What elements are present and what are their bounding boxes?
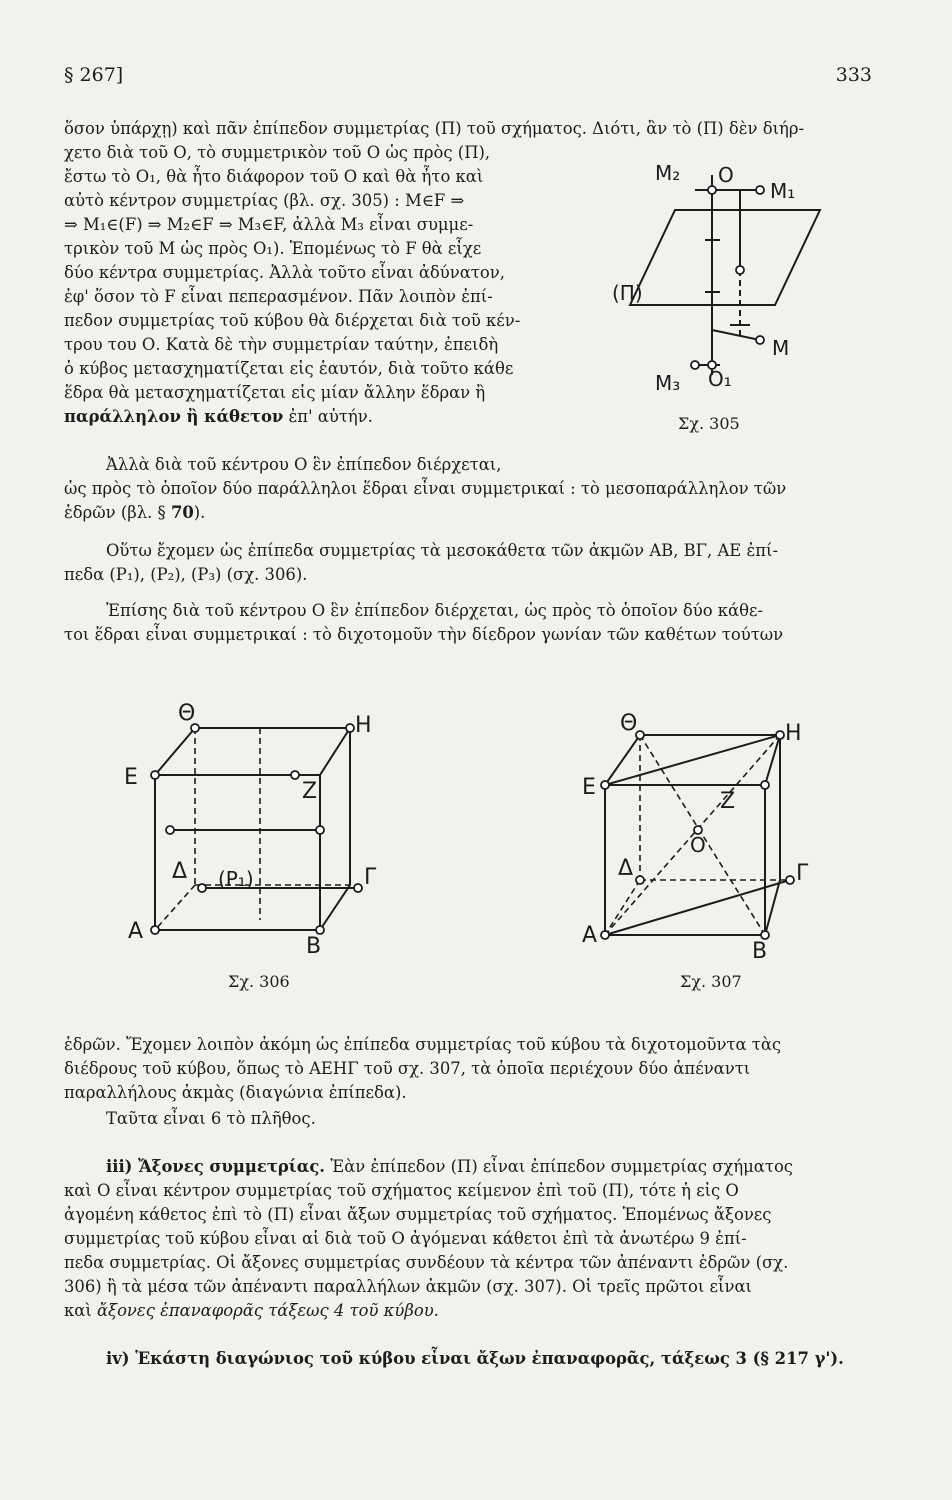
text-line: ⇒ Μ₁∈(F) ⇒ Μ₂∈F ⇒ Μ₃∈F, ἀλλὰ Μ₃ εἶναι συμμε- [64,215,474,234]
text-line: ἐφ' ὅσον τὸ F εἶναι πεπερασμένον. Πᾶν λοιπὸν ἐπί- [64,287,493,306]
label-e: E [124,765,138,790]
text-span: ἐπ' αὐτήν. [288,407,373,426]
cube-right-edges [765,735,780,935]
text-line [106,1156,793,1178]
text-line: ἕδρα θὰ μετασχηματίζεται εἰς μίαν ἄλλην ἕδραν ἢ [64,383,486,402]
section-ref-bold: 70 [170,503,194,522]
italic-phrase: ἄξονες ἐπαναφορᾶς τάξεως 4 τοῦ κύβου. [96,1301,439,1320]
text-line: πεδον συμμετρίας τοῦ κύβου θὰ διέρχεται διὰ τοῦ κέν- [64,311,521,330]
text-line: πεδα (Ρ₁), (Ρ₂), (Ρ₃) (σχ. 306). [64,565,308,584]
figure-caption: Σχ. 306 [228,972,290,991]
label-theta: Θ [178,701,196,726]
text-line: ἔστω τὸ Ο₁, θὰ ἦτο διάφορον τοῦ Ο καὶ θὰ ἦτο καὶ [64,167,484,186]
vertex-b [316,926,324,934]
hidden-edge [155,885,195,930]
label-theta: Θ [620,711,638,736]
label-m: M [772,336,790,360]
label-o: O [718,163,734,187]
diagonal-a-gamma [605,880,790,935]
vertex-z [761,781,769,789]
figure-305 [600,150,840,410]
vertex-a [151,926,159,934]
label-z: Z [302,779,318,804]
text-line: Ἐπίσης διὰ τοῦ κέντρου Ο ἓν ἐπίπεδον διέρχεται, ὡς πρὸς τὸ ὁποῖον δύο κάθε- [106,601,763,620]
label-delta: Δ [618,856,634,881]
text-span: ). [193,503,206,522]
label-delta: Δ [172,859,188,884]
text-line: συμμετρίας τοῦ κύβου εἶναι αἱ διὰ τοῦ Ο ἀγόμεναι κάθετοι ἐπὶ τὰ ἀνωτέρω 9 ἐπί- [64,1229,747,1248]
text-line: Ἀλλὰ διὰ τοῦ κέντρου Ο ἓν ἐπίπεδον διέρχεται, [106,455,502,474]
label-gamma: Γ [796,861,809,886]
text-span: ἑδρῶν (βλ. § [64,503,166,522]
point [166,826,174,834]
vertex-z [291,771,299,779]
text-line [64,502,205,524]
vertex-h [346,724,354,732]
label-gamma: Γ [364,865,377,890]
vertex-e [151,771,159,779]
subsection-heading: iv) Ἑκάστη διαγώνιος τοῦ κύβου εἶναι ἄξων ἐπαναφορᾶς, τάξεως 3 (§ 217 γ'). [106,1349,844,1368]
point-o [708,186,716,194]
label-o: O [690,833,706,857]
text-line [64,1300,439,1322]
label-pi: (Π) [612,281,643,305]
text-line: πεδα συμμετρίας. Οἱ ἄξονες συμμετρίας συνδέουν τὰ κέντρα τῶν ἀπέναντι ἑδρῶν (σχ. [64,1253,789,1272]
text-line: διέδρους τοῦ κύβου, ὅπως τὸ ΑΕΗΓ τοῦ σχ. 307, τὰ ὁποῖα περιέχουν δύο ἀπέναντι [64,1059,751,1078]
point [736,266,744,274]
text-line: τρου του Ο. Κατὰ δὲ τὴν συμμετρίαν ταύτην, ἐπειδὴ [64,335,499,354]
label-a: A [128,919,144,944]
vertex-h [776,731,784,739]
text-span: Ἐὰν ἐπίπεδον (Π) εἶναι ἐπίπεδον συμμετρίας σχήματος [330,1157,793,1176]
vertex-delta [636,876,644,884]
point-m1 [756,186,764,194]
vertex-b [761,931,769,939]
subsection-heading: iii) Ἄξονες συμμετρίας. [106,1157,326,1176]
page-number: 333 [835,64,872,86]
section-reference: § 267] [64,64,124,86]
figure-caption: Σχ. 305 [678,414,740,433]
vertex-gamma [354,884,362,892]
text-line: Οὕτω ἔχομεν ὡς ἐπίπεδα συμμετρίας τὰ μεσοκάθετα τῶν ἀκμῶν ΑΒ, ΒΓ, ΑΕ ἐπί- [106,541,779,560]
text-line: χετο διὰ τοῦ Ο, τὸ συμμετρικὸν τοῦ Ο ὡς πρὸς (Π), [64,143,491,162]
label-b: B [752,939,768,960]
text-line: τοι ἕδραι εἶναι συμμετρικαί : τὸ διχοτομοῦν τὴν δίεδρον γωνίαν τῶν καθέτων τούτων [64,625,784,644]
label-e: E [582,775,596,800]
text-line: ὁ κύβος μετασχηματίζεται εἰς ἑαυτόν, διὰ τοῦτο κάθε [64,359,514,378]
label-o1: O₁ [708,367,732,391]
text-line: Ταῦτα εἶναι 6 τὸ πλῆθος. [106,1109,316,1128]
label-z: Z [720,789,736,814]
segment-m [712,330,760,340]
figure-307 [580,710,840,960]
page-header [64,64,872,92]
text-line [64,406,373,428]
vertex-gamma [786,876,794,884]
text-span: καὶ [64,1301,92,1320]
cube-top-edges [155,728,350,775]
point-m [756,336,764,344]
plane-pi [630,210,820,305]
text-line: ὡς πρὸς τὸ ὁποῖον δύο παράλληλοι ἕδραι εἶναι συμμετρικαί : τὸ μεσοπαράλληλον τῶν [64,479,787,498]
text-line: δύο κέντρα συμμετρίας. Ἀλλὰ τοῦτο εἶναι ἀδύνατον, [64,263,505,282]
vertex-e [601,781,609,789]
label-p1: (P₁) [218,867,254,891]
vertex-delta [198,884,206,892]
label-m3: M₃ [655,371,681,395]
text-line: ὅσον ὑπάρχῃ) καὶ πᾶν ἐπίπεδον συμμετρίας (Π) τοῦ σχήματος. Διότι, ἂν τὸ (Π) δὲν διήρ- [64,119,805,138]
label-h: H [785,721,802,746]
label-h: H [355,713,372,738]
figure-306 [110,700,390,960]
label-m2: M₂ [655,161,681,185]
vertex-a [601,931,609,939]
text-line: ἑδρῶν. Ἔχομεν λοιπὸν ἀκόμη ὡς ἐπίπεδα συμμετρίας τοῦ κύβου τὰ διχοτομοῦντα τὰς [64,1035,782,1054]
label-b: B [306,934,322,959]
cube-front-face [155,775,320,930]
text-line: τρικὸν τοῦ Μ ὡς πρὸς Ο₁). Ἑπομένως τὸ F θὰ εἶχε [64,239,482,258]
text-line: παραλλήλους ἀκμὰς (διαγώνια ἐπίπεδα). [64,1083,407,1102]
figure-caption: Σχ. 307 [680,972,742,991]
text-line: καὶ Ο εἶναι κέντρον συμμετρίας τοῦ σχήματος κείμενον ἐπὶ τοῦ (Π), τότε ἡ εἰς Ο [64,1181,739,1200]
text-line: ἀγομένη κάθετος ἐπὶ τὸ (Π) εἶναι ἄξων συμμετρίας τοῦ σχήματος. Ἑπομένως ἄξονες [64,1205,772,1224]
text-line: αὐτὸ κέντρον συμμετρίας (βλ. σχ. 305) : Μ∈F ⇒ [64,191,465,210]
diagonal-e-h [605,735,780,785]
label-m1: M₁ [770,179,796,203]
point-m3 [691,361,699,369]
bold-phrase: παράλληλον ἢ κάθετον [64,407,284,426]
text-line: 306) ἢ τὰ μέσα τῶν ἀπέναντι παραλλήλων ἀκμῶν (σχ. 307). Οἱ τρεῖς πρῶτοι εἶναι [64,1277,752,1296]
point [316,826,324,834]
label-a: A [582,923,598,948]
